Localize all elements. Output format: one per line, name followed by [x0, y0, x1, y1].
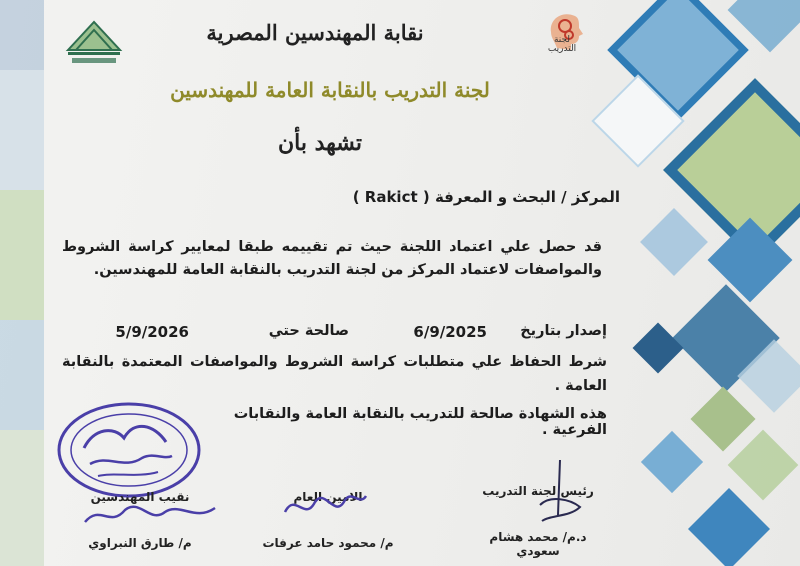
signature-name: م/ طارق النبراوي [88, 536, 192, 550]
decor-diamond [641, 431, 703, 493]
training-committee-logo [515, 8, 585, 58]
date-row [62, 323, 607, 343]
center-name [200, 188, 620, 206]
syndicate-stamp [54, 398, 204, 503]
validity-text: هذه الشهادة صالحة للتدريب بالنقابة العامة والنقابات الفرعية . [233, 406, 607, 438]
handwritten-signature [280, 482, 370, 527]
decor-strip [0, 430, 44, 566]
committee-logo-label: لجنة التدريب [547, 35, 577, 54]
accreditation-text: قد حصل علي اعتماد اللجنة حيث تم تقييمه طبقا لمعايير كراسة الشروط والمواصفات لاعتماد المركز من لجنة التدريب بالنقابة العامة للمهندسين. [62, 239, 602, 278]
decor-strip [0, 70, 44, 190]
decor-diamond [728, 430, 799, 501]
center-label: المركز / البحث و المعرفة [434, 188, 620, 206]
center-english-name: ( Rakict ) [352, 188, 430, 206]
handwritten-signature [520, 455, 600, 530]
decor-strip [0, 320, 44, 430]
decor-strip [0, 190, 44, 320]
decor-diamond [633, 323, 684, 374]
handwritten-signature [80, 494, 220, 534]
issue-date: 6/9/2025 [413, 323, 487, 341]
signature-role: الامين العام [293, 490, 363, 504]
decor-diamond [690, 386, 755, 451]
condition-text: شرط الحفاظ علي متطلبات كراسة الشروط والمواصفات المعتمدة بالنقابة العامة . [62, 354, 607, 394]
signature-name: م/ محمود حامد عرفات [262, 536, 394, 550]
certifies-heading: تشهد بأن [277, 130, 363, 156]
organization-name: نقابة المهندسين المصرية [206, 20, 424, 45]
decor-diamond [640, 208, 708, 276]
issue-date-label: إصدار بتاريخ [520, 323, 607, 339]
decor-strip [0, 0, 44, 70]
committee-title: لجنة التدريب بالنقابة العامة للمهندسين [170, 78, 490, 102]
syndicate-logo [62, 16, 126, 66]
signature-name: د.م/ محمد هشام سعودي [489, 530, 587, 558]
valid-until-date: 5/9/2026 [115, 323, 189, 341]
signature-role: رئيس لجنة التدريب [482, 484, 594, 498]
signature-role: نقيب المهندسين [90, 490, 190, 504]
decor-diamond [688, 488, 770, 566]
valid-until-label: صالحة حتي [268, 323, 349, 339]
